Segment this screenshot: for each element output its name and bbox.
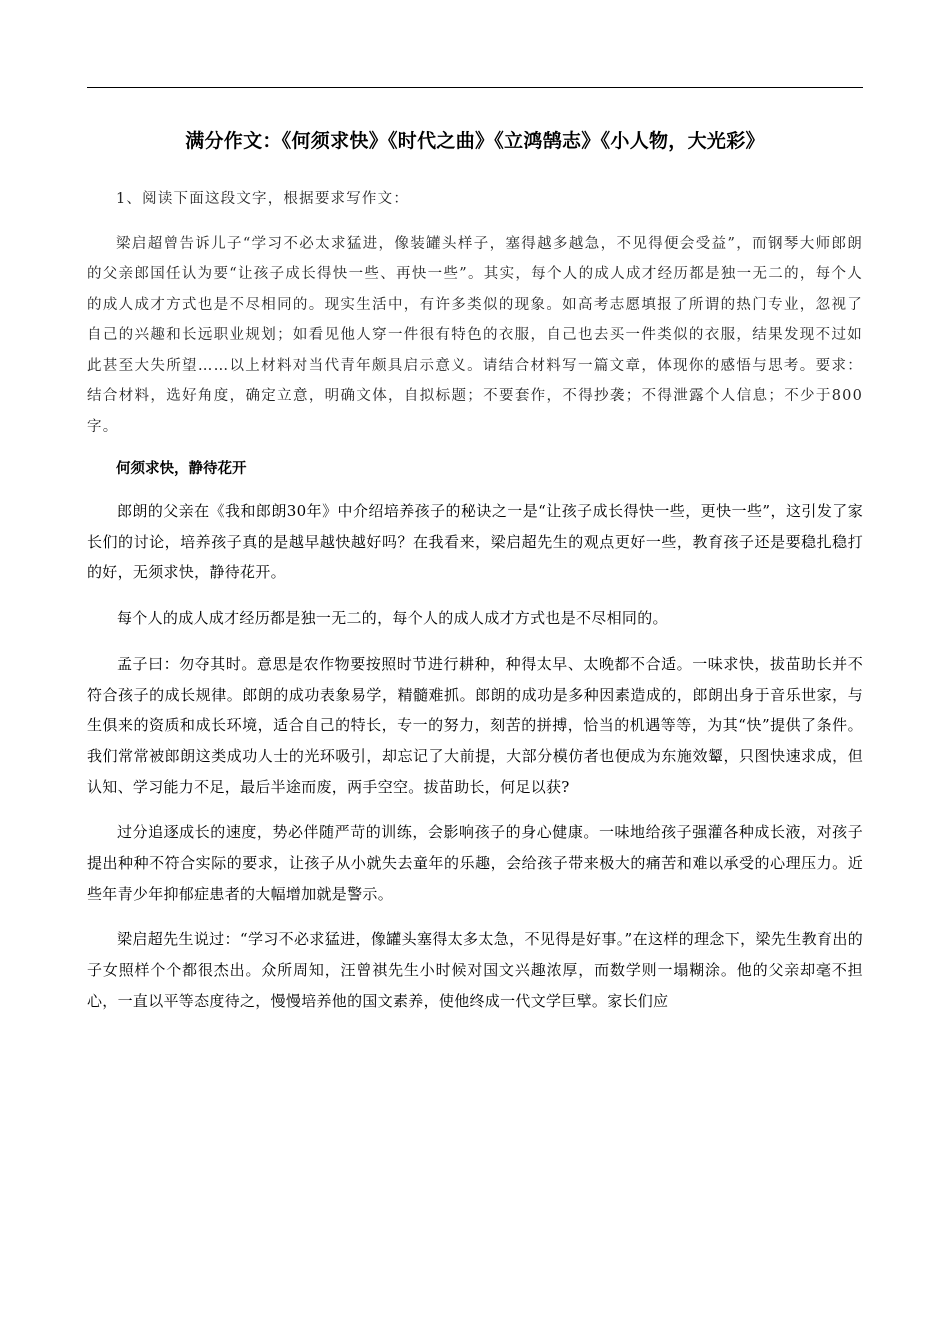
prompt-intro: 1、阅读下面这段文字，根据要求写作文： bbox=[116, 191, 410, 207]
prompt-body: 梁启超曾告诉儿子“学习不必太求猛进，像装罐头样子，塞得越多越急，不见得便会受益”，而钢琴大师郎朗的父亲郎国任认为要“让孩子成长得快一些、再快一些”。其实，每个人的成人成才经历都是独一无二的，每个人的成人成才方式也是不尽相同的。现实生活中，有许多类似的现象。如高考志愿填报了所谓的热门专业，忽视了自己的兴趣和长远职业规划；如看见他人穿一件很有特色的衣服，自己也去买一件类似的衣服，结果发现不过如此甚至大失所望……以上材料对当代青年颇具启示意义。请结合材料写一篇文章，体现你的感悟与思考。要求：结合材料，选好角度，确定立意，明确文体，自拟标题；不要套作，不得抄袭；不得泄露个人信息；不少于800字。 bbox=[87, 235, 863, 435]
document-title: 满分作文：《何须求快》《时代之曲》《立鸿鹄志》《小人物，大光彩》 bbox=[185, 130, 765, 152]
essay-title: 何须求快，静待花开 bbox=[116, 461, 247, 477]
document-body bbox=[87, 184, 863, 1032]
header-rule bbox=[87, 87, 863, 88]
essay-paragraph: 孟子曰：勿夺其时。意思是农作物要按照时节进行耕种，种得太早、太晚都不合适。一味求快，拔苗助长并不符合孩子的成长规律。郎朗的成功表象易学，精髓难抓。郎朗的成功是多种因素造成的，郎朗出身于音乐世家，与生俱来的资质和成长环境，适合自己的特长，专一的努力，刻苦的拼搏，恰当的机遇等等，为其“快”提供了条件。我们常常被郎朗这类成功人士的光环吸引，却忘记了大前提，大部分模仿者也便成为东施效颦，只图快速求成，但认知、学习能力不足，最后半途而废，两手空空。拔苗助长，何足以获? bbox=[87, 654, 863, 796]
essay-paragraph: 过分追逐成长的速度，势必伴随严苛的训练，会影响孩子的身心健康。一味地给孩子强灌各种成长液，对孩子提出种种不符合实际的要求，让孩子从小就失去童年的乐趣，会给孩子带来极大的痛苦和难以承受的心理压力。近些年青少年抑郁症患者的大幅增加就是警示。 bbox=[87, 823, 863, 903]
essay-paragraph: 梁启超先生说过：“学习不必求猛进，像罐头塞得太多太急，不见得是好事。”在这样的理念下，梁先生教育出的子女照样个个都很杰出。众所周知，汪曾祺先生小时候对国文兴趣浓厚，而数学则一塌糊涂。他的父亲却毫不担心，一直以平等态度待之，慢慢培养他的国文素养，使他终成一代文学巨擘。家长们应 bbox=[87, 930, 863, 1010]
essay-paragraph: 郎朗的父亲在《我和郎朗30年》中介绍培养孩子的秘诀之一是“让孩子成长得快一些，更快一些”，这引发了家长们的讨论，培养孩子真的是越早越快越好吗？在我看来，梁启超先生的观点更好一些，教育孩子还是要稳扎稳打的好，无须求快，静待花开。 bbox=[87, 502, 863, 582]
essay-paragraph: 每个人的成人成才经历都是独一无二的，每个人的成人成才方式也是不尽相同的。 bbox=[117, 609, 668, 628]
